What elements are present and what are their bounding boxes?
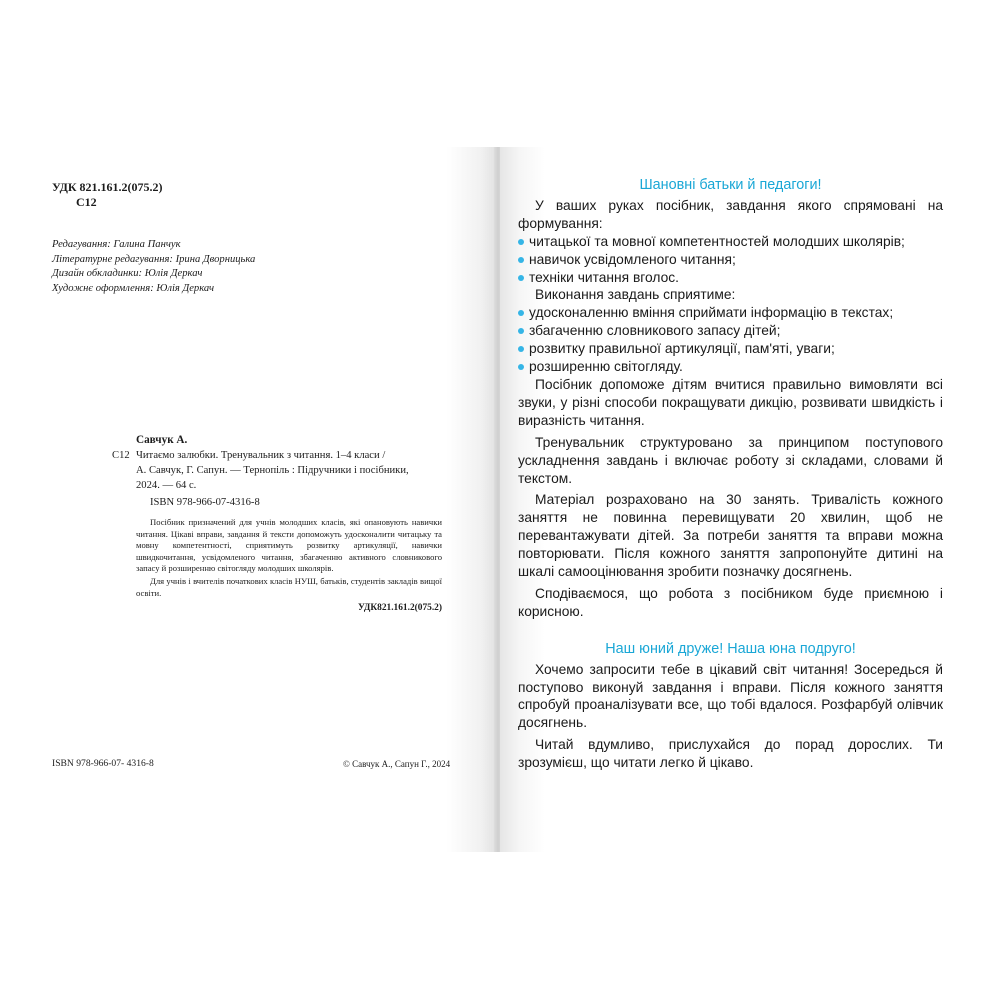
copyright: © Савчук А., Сапун Г., 2024 <box>343 759 451 769</box>
list-item: розвитку правильної артикуляції, пам'яті, уваги; <box>518 340 943 358</box>
udk-code: УДК 821.161.2(075.2) <box>52 180 163 194</box>
bullet-dot-icon <box>518 275 524 281</box>
catalog-audience: Для учнів і вчителів початкових класів НУШ, батьків, студентів закладів вищої освіти. <box>136 575 442 598</box>
book-spread <box>0 147 1000 852</box>
intro2-paragraph: Виконання завдань сприятиме: <box>535 287 736 303</box>
author-sign: С12 <box>76 195 97 209</box>
credit-literary-editor: Літературне редагування: Ірина Дворницька <box>52 253 256 265</box>
list-item: розширенню світогляду. <box>518 358 943 376</box>
catalog-udk: УДК821.161.2(075.2) <box>357 603 442 614</box>
list-item: навичок усвідомленого читання; <box>518 251 943 269</box>
catalog-annotation: Посібник призначений для учнів молодших класів, які опановують навички читання. Цікаві вправи, завдання й тексти допоможуть удосконалити читацьку та мовну компетентності, сприятимуть розвитку артикуляції, навички швидкочитання, усвідомленого читання, збагаченню активного словникового запасу й розширенню світогляду молодших школярів. <box>136 517 442 574</box>
paragraph-read-thoughtfully: Читай вдумливо, прислухайся до порад дорослих. Ти зрозумієш, що читати легко й цікаво. <box>518 737 943 771</box>
list-item: збагаченню словникового запасу дітей; <box>518 322 943 340</box>
bullet-dot-icon <box>518 364 524 370</box>
paragraph-structure: Тренувальник структуровано за принципом поступового ускладнення завдань і включає роботу зі складами, словами й текстом. <box>518 434 943 486</box>
list-item: удосконаленню вміння сприймати інформацію в текстах; <box>518 304 943 322</box>
paragraph-hope: Сподіваємося, що робота з посібником буде приємною і корисною. <box>518 585 943 619</box>
catalog-author: Савчук А. <box>136 434 188 446</box>
credits <box>52 238 255 296</box>
catalog-code: С12 <box>112 450 130 461</box>
catalog-bib-row <box>112 448 442 463</box>
paragraph-sounds: Посібник допоможе дітям вчитися правильно вимовляти всі звуки, у різні способи покращувати дикцію, розвивати швидкість і виразність читання. <box>518 376 943 428</box>
catalog-isbn: ISBN 978-966-07-4316-8 <box>150 497 260 508</box>
catalog-bib-line1: Читаємо залюбки. Тренувальник з читання. 1–4 класи / <box>136 450 386 461</box>
bullet-dot-icon <box>518 239 524 245</box>
bullet-dot-icon <box>518 346 524 352</box>
paragraph-lessons: Матеріал розраховано на 30 занять. Тривалість кожного заняття не повинна перевищувати 20 хвилин, щоб не перевантажувати дітей. За потреби заняття та вправи можна повторювати. Після кожного заняття запропонуйте дитині на шкалі самооцінювання зробити позначку досягнень. <box>518 492 943 580</box>
catalog-bib-line3: 2024. — 64 с. <box>136 480 197 491</box>
left-page <box>0 147 496 852</box>
bullet-dot-icon <box>518 257 524 263</box>
bullet-dot-icon <box>518 310 524 316</box>
catalog-bib-line2: А. Савчук, Г. Сапун. — Тернопіль : Підручники і посібники, <box>136 465 409 476</box>
heading-parents: Шановні батьки й педагоги! <box>639 177 822 193</box>
catalog-card <box>112 433 442 616</box>
credit-editor: Редагування: Галина Панчук <box>52 239 181 250</box>
list-item: читацької та мовної компетентностей молодших школярів; <box>518 233 943 251</box>
right-page-text <box>518 177 943 772</box>
heading-young-friend: Наш юний друже! Наша юна подруго! <box>605 640 856 657</box>
paragraph-invite: Хочемо запросити тебе в цікавий світ читання! Зосередься й поступово виконуй завдання і вправи. Після кожного заняття спробуй проаналізувати все, що тобі вдалося. Розфарбуй олівчик досягнень. <box>518 661 943 731</box>
bullet-dot-icon <box>518 328 524 334</box>
intro-paragraph: У ваших руках посібник, завдання якого спрямовані на формування: <box>518 197 943 231</box>
credit-cover-design: Дизайн обкладинки: Юлія Деркач <box>52 268 203 279</box>
credit-illustration: Художнє оформлення: Юлія Деркач <box>52 282 215 294</box>
list-item: техніки читання вголос. <box>518 269 943 287</box>
isbn-bottom: ISBN 978-966-07- 4316-8 <box>52 758 154 769</box>
